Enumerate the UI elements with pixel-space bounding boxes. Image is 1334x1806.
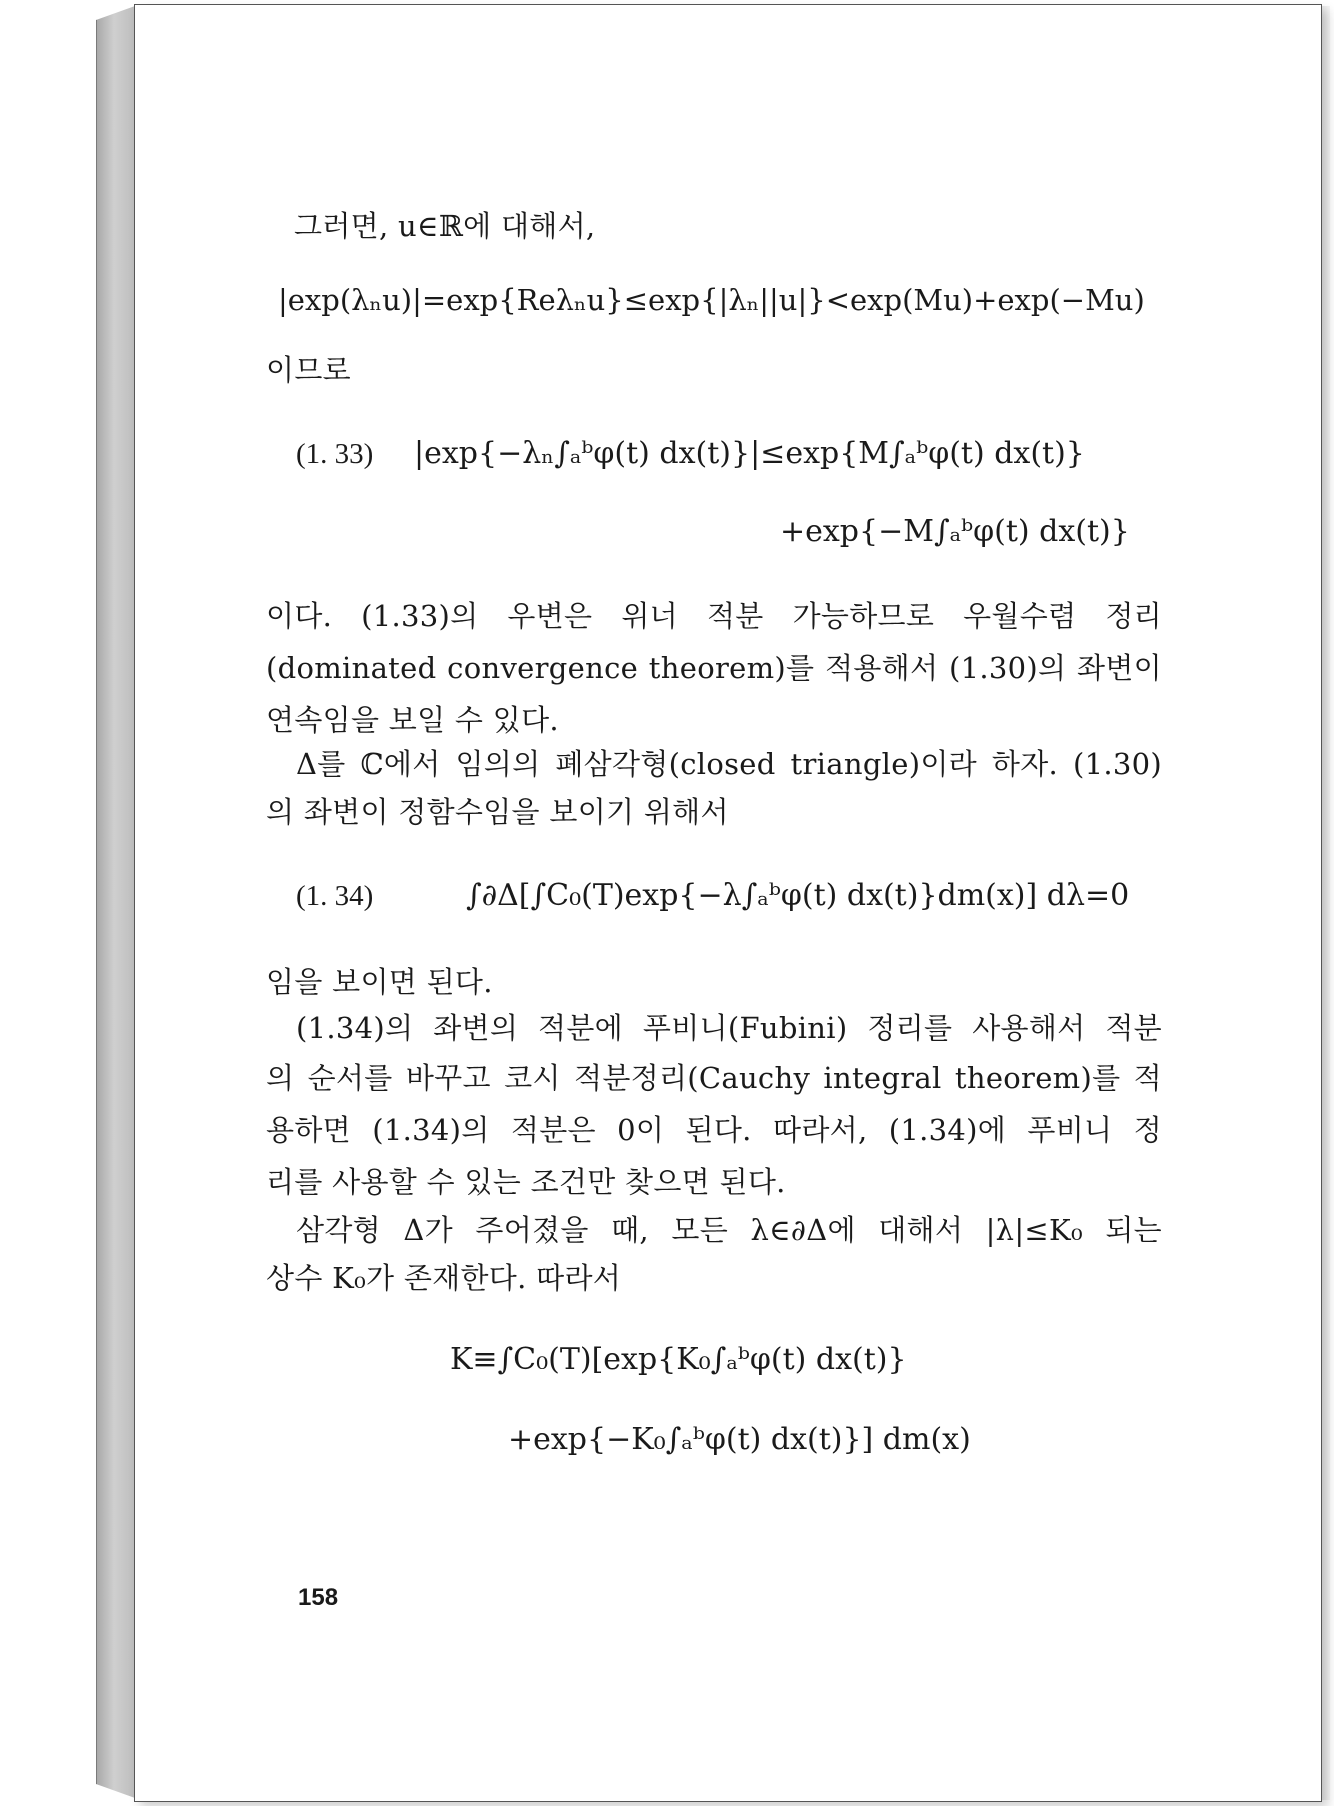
text-line-12: 리를 사용할 수 있는 조건만 찾으면 된다.	[266, 1165, 786, 1199]
book-spine	[96, 6, 135, 1798]
text-line-14: 상수 K₀가 존재한다. 따라서	[266, 1261, 622, 1295]
text-line-8: 임을 보이면 된다.	[266, 965, 493, 999]
equation-K-line1: K≡∫C₀(T)[exp{K₀∫ₐᵇφ(t) dx(t)}	[450, 1342, 907, 1377]
equation-134-label: (1. 34)	[296, 880, 374, 912]
text-line-2: 이므로	[266, 353, 351, 387]
text-line-3: 이다. (1.33)의 우변은 위너 적분 가능하므로 우월수렴 정리	[266, 599, 1162, 633]
page-number: 158	[298, 1584, 339, 1611]
text-line-10: 의 순서를 바꾸고 코시 적분정리(Cauchy integral theorem)를 적	[266, 1061, 1162, 1095]
text-line-13: 삼각형 Δ가 주어졌을 때, 모든 λ∈∂Δ에 대해서 |λ|≤K₀ 되는	[296, 1213, 1162, 1247]
equation-133-line2: +exp{−M∫ₐᵇφ(t) dx(t)}	[780, 514, 1130, 549]
text-line-4: (dominated convergence theorem)를 적용해서 (1.30)의 좌변이	[266, 651, 1162, 685]
equation-inequality: |exp(λₙu)|=exp{Reλₙu}≤exp{|λₙ||u|}<exp(Mu)+exp(−Mu)	[278, 283, 1145, 317]
text-line-11: 용하면 (1.34)의 적분은 0이 된다. 따라서, (1.34)에 푸비니 정	[266, 1113, 1162, 1147]
equation-K-line2: +exp{−K₀∫ₐᵇφ(t) dx(t)}] dm(x)	[508, 1422, 971, 1457]
text-line-6: Δ를 ℂ에서 임의의 폐삼각형(closed triangle)이라 하자. (1.30)	[296, 747, 1162, 781]
equation-133-line1: |exp{−λₙ∫ₐᵇφ(t) dx(t)}|≤exp{M∫ₐᵇφ(t) dx(t)}	[414, 436, 1085, 471]
text-line-5: 연속임을 보일 수 있다.	[266, 703, 559, 737]
equation-134: ∫∂Δ[∫C₀(T)exp{−λ∫ₐᵇφ(t) dx(t)}dm(x)] dλ=0	[466, 878, 1130, 913]
equation-133-label: (1. 33)	[296, 438, 374, 470]
text-line-1: 그러면, u∈ℝ에 대해서,	[294, 209, 596, 243]
text-line-9: (1.34)의 좌변의 적분에 푸비니(Fubini) 정리를 사용해서 적분	[296, 1011, 1162, 1045]
text-line-7: 의 좌변이 정함수임을 보이기 위해서	[266, 795, 729, 829]
